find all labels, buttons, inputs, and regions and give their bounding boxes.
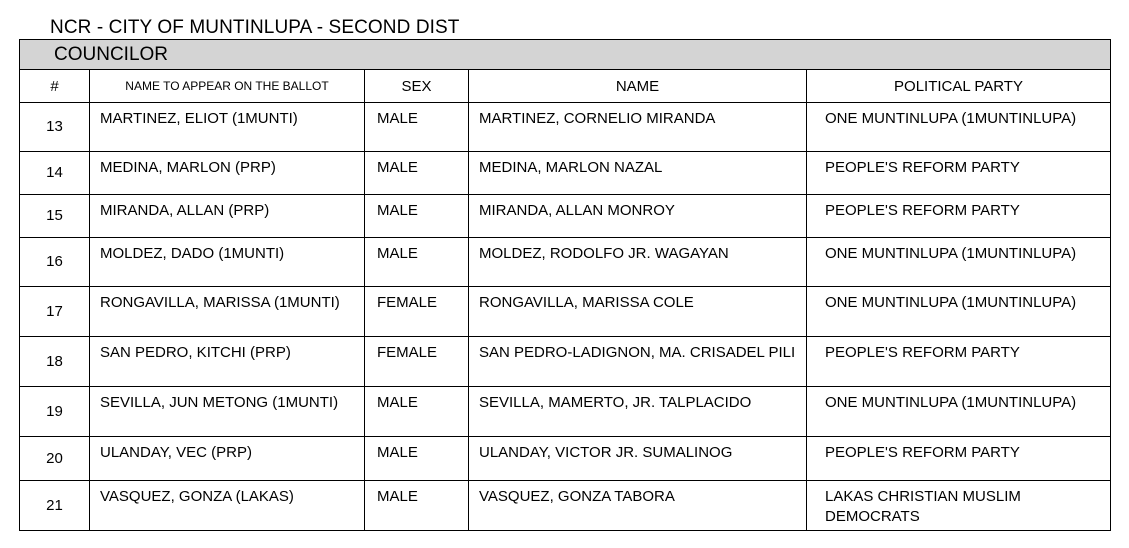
column-header-party: POLITICAL PARTY (807, 70, 1111, 103)
table-row (20, 437, 1111, 481)
cell-ballot-name-text: RONGAVILLA, MARISSA (1MUNTI) (100, 294, 340, 311)
cell-sex-text: MALE (377, 202, 418, 219)
cell-sex-text: MALE (377, 245, 418, 262)
cell-number: 15 (20, 195, 90, 238)
cell-full-name-text: RONGAVILLA, MARISSA COLE (479, 294, 694, 311)
cell-sex (365, 238, 469, 287)
cell-ballot-name-text: MOLDEZ, DADO (1MUNTI) (100, 245, 285, 262)
cell-sex (365, 437, 469, 481)
cell-party-text: PEOPLE'S REFORM PARTY (825, 344, 1020, 361)
cell-ballot-name-text: MARTINEZ, ELIOT (1MUNTI) (100, 110, 298, 127)
column-header-name: NAME (469, 70, 807, 103)
cell-ballot-name (90, 238, 365, 287)
cell-ballot-name-text: SAN PEDRO, KITCHI (PRP) (100, 344, 291, 361)
cell-party-text: ONE MUNTINLUPA (1MUNTINLUPA) (825, 245, 1077, 262)
cell-ballot-name (90, 337, 365, 387)
cell-ballot-name (90, 152, 365, 195)
cell-number: 18 (20, 337, 90, 387)
table-row (20, 287, 1111, 337)
cell-party-text: PEOPLE'S REFORM PARTY (825, 444, 1020, 461)
cell-party (807, 437, 1111, 481)
cell-full-name-text: MARTINEZ, CORNELIO MIRANDA (479, 110, 716, 127)
cell-full-name (469, 387, 807, 437)
cell-full-name (469, 238, 807, 287)
cell-ballot-name (90, 387, 365, 437)
cell-sex-text: FEMALE (377, 344, 438, 361)
cell-sex (365, 195, 469, 238)
cell-party (807, 481, 1111, 531)
cell-party (807, 387, 1111, 437)
cell-party-text: PEOPLE'S REFORM PARTY (825, 159, 1020, 176)
cell-sex-text: MALE (377, 159, 418, 176)
column-header-sex: SEX (365, 70, 469, 103)
cell-sex (365, 387, 469, 437)
cell-full-name-text: SEVILLA, MAMERTO, JR. TALPLACIDO (479, 394, 752, 411)
cell-full-name-text: ULANDAY, VICTOR JR. SUMALINOG (479, 444, 733, 461)
cell-ballot-name-text: ULANDAY, VEC (PRP) (100, 444, 252, 461)
cell-ballot-name (90, 103, 365, 152)
cell-sex (365, 337, 469, 387)
column-header-ballot-name: NAME TO APPEAR ON THE BALLOT (90, 70, 365, 103)
cell-ballot-name-text: MIRANDA, ALLAN (PRP) (100, 202, 270, 219)
cell-party-text: ONE MUNTINLUPA (1MUNTINLUPA) (825, 394, 1077, 411)
cell-ballot-name-text: SEVILLA, JUN METONG (1MUNTI) (100, 394, 339, 411)
cell-full-name-text: MEDINA, MARLON NAZAL (479, 159, 663, 176)
cell-party-text: ONE MUNTINLUPA (1MUNTINLUPA) (825, 294, 1077, 311)
cell-sex-text: MALE (377, 488, 418, 505)
cell-party (807, 287, 1111, 337)
cell-number: 19 (20, 387, 90, 437)
cell-full-name (469, 481, 807, 531)
cell-number: 13 (20, 103, 90, 152)
cell-ballot-name (90, 437, 365, 481)
table-row (20, 387, 1111, 437)
cell-number: 17 (20, 287, 90, 337)
cell-ballot-name-text: VASQUEZ, GONZA (LAKAS) (100, 488, 294, 505)
cell-full-name (469, 103, 807, 152)
column-header-number: # (20, 70, 90, 103)
cell-full-name (469, 195, 807, 238)
cell-party (807, 195, 1111, 238)
table-row (20, 337, 1111, 387)
cell-full-name-text: VASQUEZ, GONZA TABORA (479, 488, 675, 505)
cell-full-name (469, 337, 807, 387)
cell-full-name (469, 152, 807, 195)
cell-ballot-name-text: MEDINA, MARLON (PRP) (100, 159, 276, 176)
cell-ballot-name (90, 287, 365, 337)
cell-sex-text: FEMALE (377, 294, 438, 311)
cell-sex (365, 103, 469, 152)
cell-sex (365, 152, 469, 195)
cell-sex-text: MALE (377, 110, 418, 127)
cell-number: 16 (20, 238, 90, 287)
section-header-row (20, 40, 1111, 70)
cell-full-name (469, 287, 807, 337)
cell-party (807, 152, 1111, 195)
table-row (20, 238, 1111, 287)
cell-number: 14 (20, 152, 90, 195)
cell-full-name-text: SAN PEDRO-LADIGNON, MA. CRISADEL PILI (479, 344, 796, 361)
cell-party (807, 238, 1111, 287)
cell-sex-text: MALE (377, 444, 418, 461)
column-header-row (20, 70, 1111, 103)
cell-party (807, 337, 1111, 387)
table-row (20, 152, 1111, 195)
table-row (20, 195, 1111, 238)
cell-sex (365, 287, 469, 337)
cell-party (807, 103, 1111, 152)
cell-sex (365, 481, 469, 531)
section-title: COUNCILOR (20, 40, 1111, 70)
cell-ballot-name (90, 195, 365, 238)
table-row (20, 103, 1111, 152)
cell-full-name-text: MOLDEZ, RODOLFO JR. WAGAYAN (479, 245, 729, 262)
page-title: NCR - CITY OF MUNTINLUPA - SECOND DIST (50, 17, 460, 38)
cell-number: 21 (20, 481, 90, 531)
cell-party-text: PEOPLE'S REFORM PARTY (825, 202, 1020, 219)
cell-sex-text: MALE (377, 394, 418, 411)
cell-full-name-text: MIRANDA, ALLAN MONROY (479, 202, 675, 219)
cell-party-text: ONE MUNTINLUPA (1MUNTINLUPA) (825, 110, 1077, 127)
cell-party-text: LAKAS CHRISTIAN MUSLIM DEMOCRATS (825, 488, 1021, 525)
table-row (20, 481, 1111, 531)
cell-full-name (469, 437, 807, 481)
cell-ballot-name (90, 481, 365, 531)
candidates-table (19, 39, 1111, 531)
cell-number: 20 (20, 437, 90, 481)
